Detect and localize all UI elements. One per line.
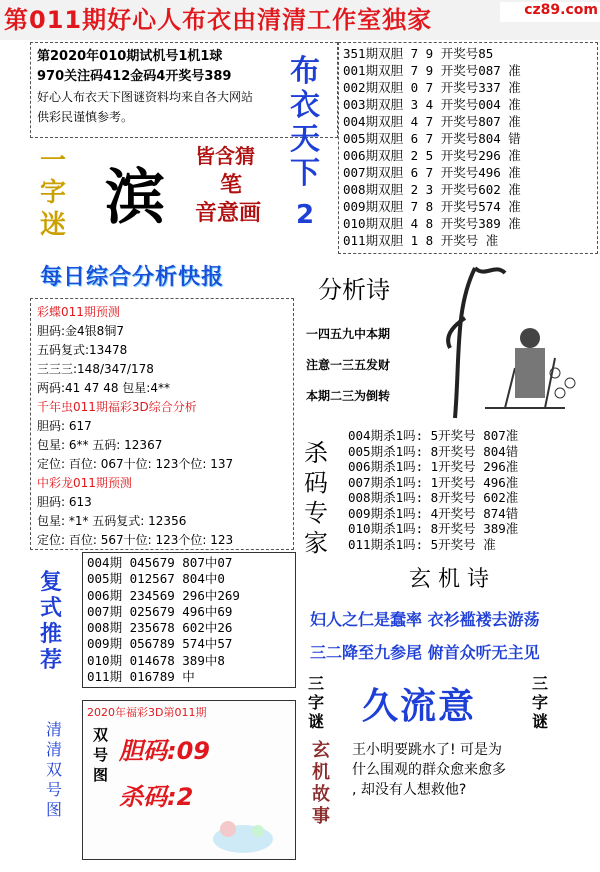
site-logo[interactable]: cz89.com [500,2,600,22]
double-bile-list [338,42,598,254]
riddle-left-word: 一字迷 [40,146,67,240]
analysis-poem [300,262,450,422]
kill-code-label [304,438,344,558]
list-item: 010期杀1吗: 8开奖号 389准 [348,521,519,536]
story-label-char: 玄 [312,740,330,761]
list-item: 006期 234569 296中269 [87,587,240,603]
brand-number: 2 [296,200,315,230]
story-line: 什么围观的群众愈来愈多 [352,762,506,778]
analysis-line: 定位: 百位: 067十位: 123个位: 137 [37,457,234,471]
double-number-char: 清 [46,740,63,759]
kill-code-char: 杀 [304,439,328,467]
section-heading: 中彩龙011期预测 [37,476,132,490]
double-number-label [46,720,70,820]
focus-code-line: 970关注码412金码4开奖号389 [37,69,232,84]
list-item: 007期杀1吗: 1开奖号 496准 [348,474,519,490]
double-number-char: 图 [46,800,63,819]
mystery-poem-line: 三二降至九参尾 俯首众听无主见 [310,643,540,662]
story-label-char: 故 [312,784,330,805]
list-item: 009期 056789 574中57 [87,636,233,652]
double-number-char: 双 [46,760,63,779]
kill-code-char: 家 [304,529,328,557]
riddle-clue-1: 皆含猜 [195,144,255,168]
riddle-label-char: 谜 [308,712,325,731]
list-item: 008期双胆 2 3 开奖号602 准 [343,182,521,197]
riddle-panel [30,140,280,250]
list-item: 005期双胆 6 7 开奖号804 错 [343,131,521,146]
list-item: 004期杀1吗: 5开奖号 807准 [348,428,519,443]
list-item: 011期杀1吗: 5开奖号 准 [348,536,496,552]
kill-code-char: 码 [304,469,328,497]
mystery-poem-line: 妇人之仁是蠢率 衣衫褴褛去游荡 [310,610,540,629]
list-item: 009期双胆 7 8 开奖号574 准 [343,199,521,214]
section-heading: 千年虫011期福彩3D综合分析 [37,400,197,414]
bile-code: 胆码:09 [119,737,210,765]
analysis-line: 定位: 百位: 567十位: 123个位: 123 [37,533,234,547]
analysis-line: 胆码: 617 [37,419,92,433]
analysis-line: 胆码:金4银8铜7 [37,324,124,338]
list-item: 010期 014678 389中8 [87,652,225,668]
compound-char: 荐 [40,648,63,673]
list-item: 004期 045679 807中07 [87,555,233,570]
mystery-poem-title: 玄 机 诗 [409,567,489,592]
kill-code-char: 专 [304,499,328,527]
analysis-line: 三三三:148/347/178 [37,362,154,376]
riddle-label-right [532,674,548,731]
riddle-clue-2: 笔 [220,173,243,198]
list-item: 005期杀1吗: 8开奖号 804错 [348,443,519,459]
story-label-char: 事 [312,806,330,827]
list-item: 001期双胆 7 9 开奖号087 准 [343,63,521,78]
riddle-word: 久流意 [362,686,477,727]
compound-list [82,552,296,688]
list-item: 007期 025679 496中69 [87,603,233,619]
list-item: 011期双胆 1 8 开奖号 准 [343,233,499,248]
trial-number-line: 第2020年010期试机号1机1球 [37,49,223,64]
analysis-line: 五码复式:13478 [37,343,128,357]
card-heading: 2020年福彩3D第011期 [87,706,207,719]
list-item: 008期杀1吗: 8开奖号 602准 [348,490,519,505]
list-item: 009期杀1吗: 4开奖号 874错 [348,505,519,521]
list-item: 004期双胆 4 7 开奖号807 准 [343,114,521,129]
daily-report-title: 每日综合分析快报 [40,265,225,290]
list-item: 008期 235678 602中26 [87,620,233,636]
card-vertical-char: 号 [93,746,109,764]
three-word-riddle [302,672,598,734]
kill-code: 杀码:2 [119,783,194,811]
list-item: 010期双胆 4 8 开奖号389 准 [343,216,521,231]
source-note: 好心人布衣天下图谜资料均来自各大网站 [37,90,254,104]
poem-line: 本期二三为倒转 [306,389,391,403]
list-item: 007期双胆 6 7 开奖号496 准 [343,165,521,180]
compound-label [40,570,76,674]
story-label [312,740,340,828]
double-number-card [82,700,296,860]
riddle-label-char: 三 [532,674,549,693]
list-item: 011期 016789 中 [87,669,195,685]
cartoon-decoration [203,809,283,855]
double-number-char: 清 [46,720,63,739]
analysis-box [30,298,294,550]
caution-note: 供彩民谨慎参考。 [37,110,134,124]
compound-char: 式 [40,596,63,621]
card-vertical-char: 双 [93,726,109,744]
poem-illustration [445,258,595,426]
list-item: 002期双胆 0 7 开奖号337 准 [343,80,521,95]
card-vertical-label [93,725,108,785]
list-item: 006期双胆 2 5 开奖号296 准 [343,148,521,163]
list-item: 351期双胆 7 9 开奖号85 [343,46,494,61]
riddle-label-char: 谜 [532,712,549,731]
analysis-line: 包星: *1* 五码复式: 12356 [37,514,187,528]
story-line: , 却没有人想救他? [352,782,467,798]
riddle-label-left [308,674,324,731]
double-number-char: 号 [46,780,63,799]
section-heading: 彩蝶011期预测 [37,305,120,319]
brand-title: 布衣天下 [290,54,320,191]
card-vertical-char: 图 [93,766,109,784]
poem-title: 分析诗 [318,276,390,304]
riddle-main-char: 滨 [105,163,165,233]
riddle-label-char: 字 [308,693,325,712]
poem-line: 注意一三五发财 [306,358,391,372]
analysis-line: 胆码: 613 [37,495,92,509]
riddle-label-char: 三 [308,674,325,693]
compound-char: 推 [40,622,63,647]
poem-line: 一四五九中本期 [306,327,391,341]
compound-char: 复 [40,570,63,595]
analysis-line: 包星: 6** 五码: 12367 [37,438,163,452]
list-item: 006期杀1吗: 1开奖号 296准 [348,459,519,474]
riddle-clue-3: 音意画 [195,201,262,226]
list-item: 003期双胆 3 4 开奖号004 准 [343,97,521,112]
story-line: 王小明要跳水了! 可是为 [352,742,503,758]
list-item: 005期 012567 804中0 [87,571,225,587]
riddle-label-char: 字 [532,693,549,712]
page-title: 第011期好心人布衣由清清工作室独家 [0,0,600,40]
mystery-poem [300,560,598,670]
kill-code-list [348,428,598,552]
analysis-line: 两码:41 47 48 包星:4** [37,381,170,395]
story-text [352,740,597,800]
story-label-char: 机 [312,762,330,783]
